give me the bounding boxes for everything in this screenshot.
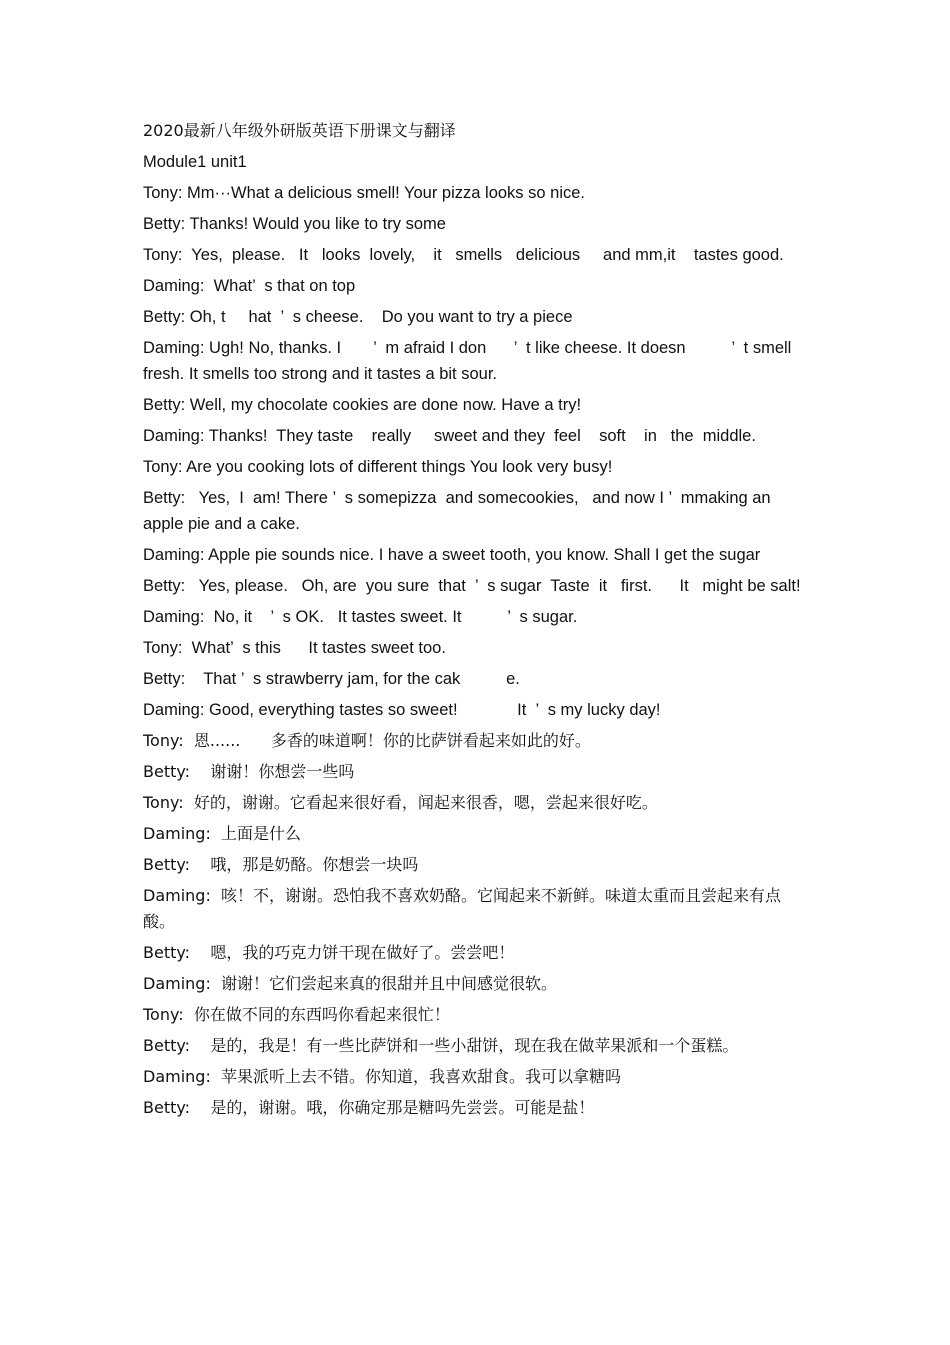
dialogue-line: Daming: Thanks! They taste really sweet and they feel soft in the middle. — [143, 427, 756, 445]
document-title: 2020最新八年级外研版英语下册课文与翻译 — [143, 121, 456, 140]
dialogue-line: Tony: Mm···What a delicious smell! Your pizza looks so nice. — [143, 184, 586, 202]
translation-line: Betty: 是的，我是！有一些比萨饼和一些小甜饼，现在我在做苹果派和一个蛋糕。 — [143, 1036, 739, 1055]
translation-line: Daming: 咳！不，谢谢。恐怕我不喜欢奶酪。它闻起来不新鲜。味道太重而且尝起来有点酸。 — [143, 886, 782, 931]
translation-line: Tony: 好的，谢谢。它看起来很好看，闻起来很香，嗯，尝起来很好吃。 — [143, 793, 658, 812]
dialogue-line: Daming: Apple pie sounds nice. I have a sweet tooth, you know. Shall I get the sugar — [143, 546, 761, 564]
dialogue-line: Tony: Yes, please. It looks lovely, it smells delicious and mm,it tastes good. — [143, 246, 784, 264]
translation-line: Betty: 哦，那是奶酪。你想尝一块吗 — [143, 855, 419, 874]
translation-line: Betty: 是的，谢谢。哦，你确定那是糖吗先尝尝。可能是盐！ — [143, 1098, 595, 1117]
module-heading: Module1 unit1 — [143, 153, 247, 171]
dialogue-line: Betty: That ’ s strawberry jam, for the cak e. — [143, 670, 520, 688]
dialogue-line: Betty: Yes, please. Oh, are you sure that ’ s sugar Taste it first. It might be salt! — [143, 577, 801, 595]
translation-line: Daming: 谢谢！它们尝起来真的很甜并且中间感觉很软。 — [143, 974, 558, 993]
translation-line: Tony: 你在做不同的东西吗你看起来很忙！ — [143, 1005, 450, 1024]
dialogue-line: Daming: What’ s that on top — [143, 277, 356, 295]
dialogue-line: Betty: Well, my chocolate cookies are done now. Have a try! — [143, 396, 582, 414]
dialogue-line: Tony: Are you cooking lots of different things You look very busy! — [143, 458, 613, 476]
translation-line: Tony: 恩...... 多香的味道啊！你的比萨饼看起来如此的好。 — [143, 731, 591, 750]
chinese-translation — [143, 728, 811, 1121]
dialogue-line: Daming: Good, everything tastes so sweet! It ’ s my lucky day! — [143, 701, 661, 719]
dialogue-line: Daming: Ugh! No, thanks. I ’ m afraid I don ’ t like cheese. It doesn ’ t smell fresh. It smells too strong and it tastes a bit sour. — [143, 339, 796, 383]
dialogue-line: Tony: What’ s this It tastes sweet too. — [143, 639, 446, 657]
dialogue-line: Betty: Oh, t hat ’ s cheese. Do you want to try a piece — [143, 308, 573, 326]
document-page — [143, 118, 811, 1126]
translation-line: Betty: 嗯，我的巧克力饼干现在做好了。尝尝吧！ — [143, 943, 515, 962]
translation-line: Daming: 上面是什么 — [143, 824, 302, 843]
dialogue-line: Daming: No, it ’ s OK. It tastes sweet. It ’ s sugar. — [143, 608, 578, 626]
dialogue-line: Betty: Thanks! Would you like to try some — [143, 215, 446, 233]
translation-line: Betty: 谢谢！你想尝一些吗 — [143, 762, 355, 781]
translation-line: Daming: 苹果派听上去不错。你知道，我喜欢甜食。我可以拿糖吗 — [143, 1067, 622, 1086]
english-dialogue — [143, 180, 811, 723]
dialogue-line: Betty: Yes, I am! There ’ s somepizza and somecookies, and now I ’ mmaking an apple pie and a cake. — [143, 489, 776, 533]
